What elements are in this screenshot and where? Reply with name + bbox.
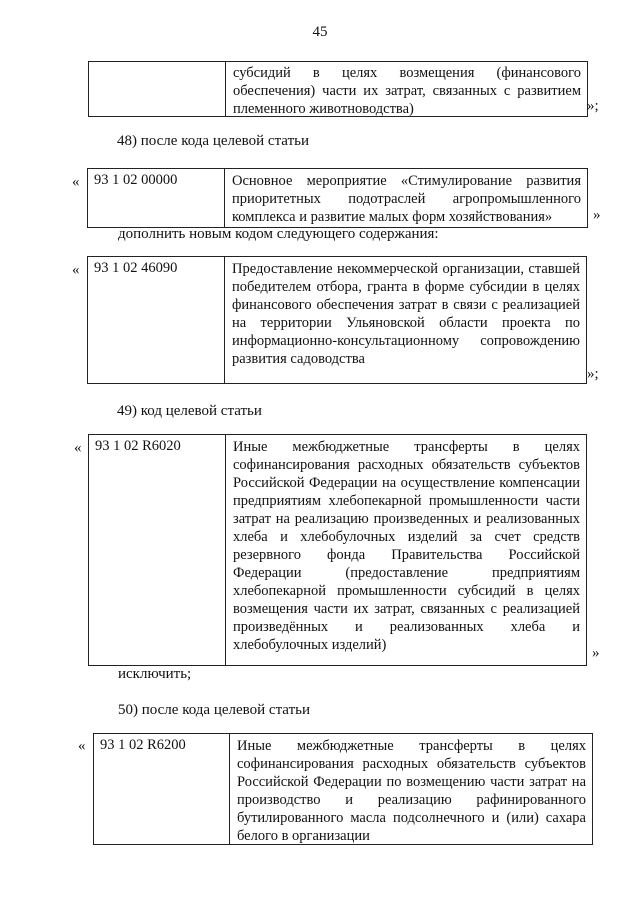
code-cell: 93 1 02 R6020 xyxy=(89,435,226,665)
description-cell: Иные межбюджетные трансферты в целях софинансирования расходных обязательств субъектов Российской Федерации по возмещению части затрат на производство и реализацию рафинированного бутилированного масла подсолнечного и (или) сахара белого в организации xyxy=(237,738,586,844)
budget-code-row-continued xyxy=(88,61,588,117)
closing-quote: »; xyxy=(587,98,599,114)
budget-code-row xyxy=(88,434,587,666)
code-cell: 93 1 02 R6200 xyxy=(94,734,230,844)
paragraph-49: 49) код целевой статьи xyxy=(117,403,262,419)
description-cell: Основное мероприятие «Стимулирование развития приоритетных подотраслей агропромышленного комплекса и развитие малых форм хозяйствования» xyxy=(232,173,581,225)
paragraph-add: дополнить новым кодом следующего содержания: xyxy=(118,226,439,242)
paragraph-exclude: исключить; xyxy=(118,666,192,682)
code-cell: 93 1 02 00000 xyxy=(88,169,225,227)
closing-quote: » xyxy=(593,207,601,223)
opening-quote: « xyxy=(78,738,86,754)
opening-quote: « xyxy=(74,440,82,456)
code-cell: 93 1 02 46090 xyxy=(88,257,225,383)
budget-code-row xyxy=(87,168,588,228)
budget-code-row xyxy=(93,733,593,845)
budget-code-row xyxy=(87,256,587,384)
opening-quote: « xyxy=(72,262,80,278)
code-cell xyxy=(89,62,226,116)
closing-quote: » xyxy=(592,645,600,661)
description-cell: Предоставление некоммерческой организации, ставшей победителем отбора, гранта в форме субсидии в целях финансового обеспечения затрат в связи с реализацией на территории Ульяновской области проекта по информационно-консультационному сопровождению развития садоводства xyxy=(232,261,580,367)
description-cell: субсидий в целях возмещения (финансового обеспечения) части их затрат, связанных с развитием племенного животноводства) xyxy=(233,65,581,117)
paragraph-48: 48) после кода целевой статьи xyxy=(117,133,310,149)
closing-quote: »; xyxy=(587,366,599,382)
page-number: 45 xyxy=(312,24,328,40)
paragraph-50: 50) после кода целевой статьи xyxy=(118,702,311,718)
description-cell: Иные межбюджетные трансферты в целях софинансирования расходных обязательств субъектов Российской Федерации на осуществление компенсации предприятиям хлебопекарной промышленности части затрат на реализацию произведенных и реализованных хлеба и хлебобулочных изделий за счет средств резервного фонда Правительства Российской Федерации (предоставление предприятиям хлебопекарной промышленности субсидий в целях возмещения части их затрат, связанных с реализацией произведённых и реализованных хлеба и хлебобулочных изделий) xyxy=(233,439,580,653)
opening-quote: « xyxy=(72,174,80,190)
